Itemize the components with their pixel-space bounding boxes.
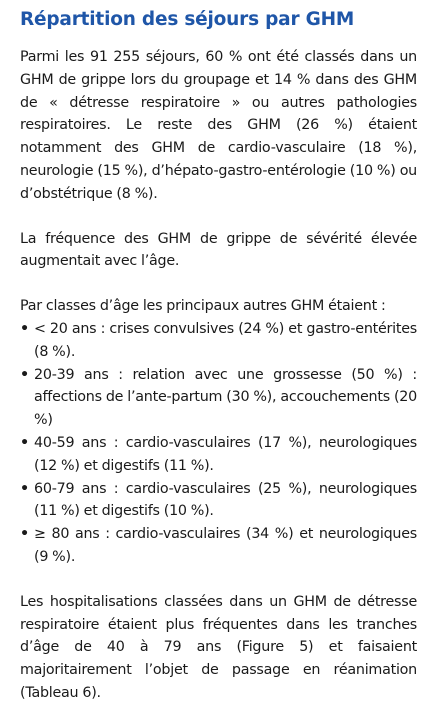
list-item-text: ≥ 80 ans : cardio-vasculaires (34 %) et neurologiques (9 %). — [34, 526, 417, 565]
section-title: Répartition des séjours par GHM — [20, 9, 355, 30]
intro-paragraph: Parmi les 91 255 séjours, 60 % ont été classés dans un GHM de grippe lors du groupage et 14 % dans des GHM de « détresse respiratoire » ou autres pathologies respiratoires. Le reste des GHM (26 %) étaient notamment des GHM de cardio-vasculaire (18 %), neurologie (15 %), d’hépato-gastro-entérologie (10 %) ou d’obstétrique (8 %). — [20, 49, 417, 202]
severity-paragraph: La fréquence des GHM de grippe de sévérité élevée augmentait avec l’âge. — [20, 230, 417, 270]
bullet-icon: • — [20, 480, 29, 497]
age-group-list — [20, 318, 417, 569]
bullet-icon: • — [20, 320, 29, 337]
paragraph-spacer — [20, 569, 417, 591]
bullet-icon: • — [20, 434, 29, 451]
paragraph-spacer — [20, 206, 417, 228]
list-item — [20, 318, 417, 364]
age-classes-intro: Par classes d’âge les principaux autres GHM étaient : — [20, 298, 386, 315]
bullet-icon: • — [20, 526, 29, 543]
list-item — [20, 523, 417, 569]
list-item-text: 20-39 ans : relation avec une grossesse (50 %) : affections de l’ante-partum (30 %), accouchements (20 %) — [34, 366, 417, 429]
closing-paragraph: Les hospitalisations classées dans un GHM de détresse respiratoire étaient plus fréquentes dans les tranches d’âge de 40 à 79 ans (Figure 5) et faisaient majoritairement l’objet de passage en réanimation (Tableau 6). — [20, 593, 417, 701]
list-item — [20, 478, 417, 524]
list-item — [20, 432, 417, 478]
bullet-icon: • — [20, 366, 29, 383]
list-item-text: < 20 ans : crises convulsives (24 %) et gastro-entérites (8 %). — [34, 320, 417, 360]
section-body — [20, 46, 417, 705]
paragraph-spacer — [20, 273, 417, 295]
list-item-text: 40-59 ans : cardio-vasculaires (17 %), neurologiques (12 %) et digestifs (11 %). — [34, 434, 417, 474]
list-item — [20, 364, 417, 432]
list-item-text: 60-79 ans : cardio-vasculaires (25 %), neurologiques (11 %) et digestifs (10 %). — [34, 480, 417, 520]
